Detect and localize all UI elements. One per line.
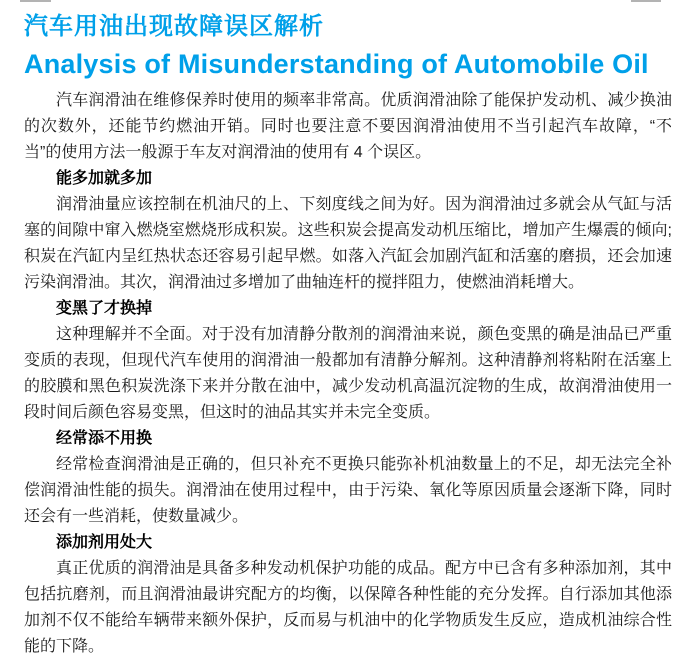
section-paragraph-topup-no-change: 经常检查润滑油是正确的，但只补充不更换只能弥补机油数量上的不足，却无法完全补偿润滑油性能的损失。润滑油在使用过程中，由于污染、氧化等原因质量会逐渐下降，同时还会有一些消耗，使数量减少。 [24,456,672,525]
section-paragraph-additives: 真正优质的润滑油是具备多种发动机保护功能的成品。配方中已含有多种添加剂，其中包括抗磨剂，而且润滑油最讲究配方的均衡，以保障各种性能的充分发挥。自行添加其他添加剂不仅不能给车辆带来额外保护，反而易与机油中的化学物质发生反应，造成机油综合性能的下降。 [24,560,672,655]
section-heading-additives: 添加剂用处大 [56,534,153,551]
intro-paragraph: 汽车润滑油在维修保养时使用的频率非常高。优质润滑油除了能保护发动机、减少换油的次数外，还能节约燃油开销。同时也要注意不要因润滑油使用不当引起汽车故障，“不当”的使用方法一般源于车友对润滑油的使用有 4 个误区。 [24,92,672,161]
section-heading-overfill: 能多加就多加 [56,170,153,187]
section-black-oil [24,296,672,426]
section-heading-black-oil: 变黑了才换掉 [56,300,153,317]
page-title-english: Analysis of Misunderstanding of Automobile Oil [24,49,649,79]
section-overfill [24,166,672,296]
section-additives [24,530,672,660]
section-heading-topup-no-change: 经常添不用换 [56,430,153,447]
top-edge-artifact-left [20,0,51,2]
page-title-chinese: 汽车用油出现故障误区解析 [24,13,324,40]
section-paragraph-overfill: 润滑油量应该控制在机油尺的上、下刻度线之间为好。因为润滑油过多就会从气缸与活塞的间隙中窜入燃烧室燃烧形成积炭。这些积炭会提高发动机压缩比，增加产生爆震的倾向;积炭在汽缸内呈红热状态还容易引起早燃。如落入汽缸会加剧汽缸和活塞的磨损，还会加速污染润滑油。其次，润滑油过多增加了曲轴连杆的搅拌阻力，使燃油消耗增大。 [24,196,672,291]
section-topup-no-change [24,426,672,530]
top-edge-artifact-right [631,0,661,2]
section-paragraph-black-oil: 这种理解并不全面。对于没有加清静分散剂的润滑油来说，颜色变黑的确是油品已严重变质的表现，但现代汽车使用的润滑油一般都加有清静分解剂。这种清静剂将粘附在活塞上的胶膜和黑色积炭洗涤下来并分散在油中，减少发动机高温沉淀物的生成，故润滑油使用一段时间后颜色容易变黑，但这时的油品其实并未完全变质。 [24,326,672,421]
